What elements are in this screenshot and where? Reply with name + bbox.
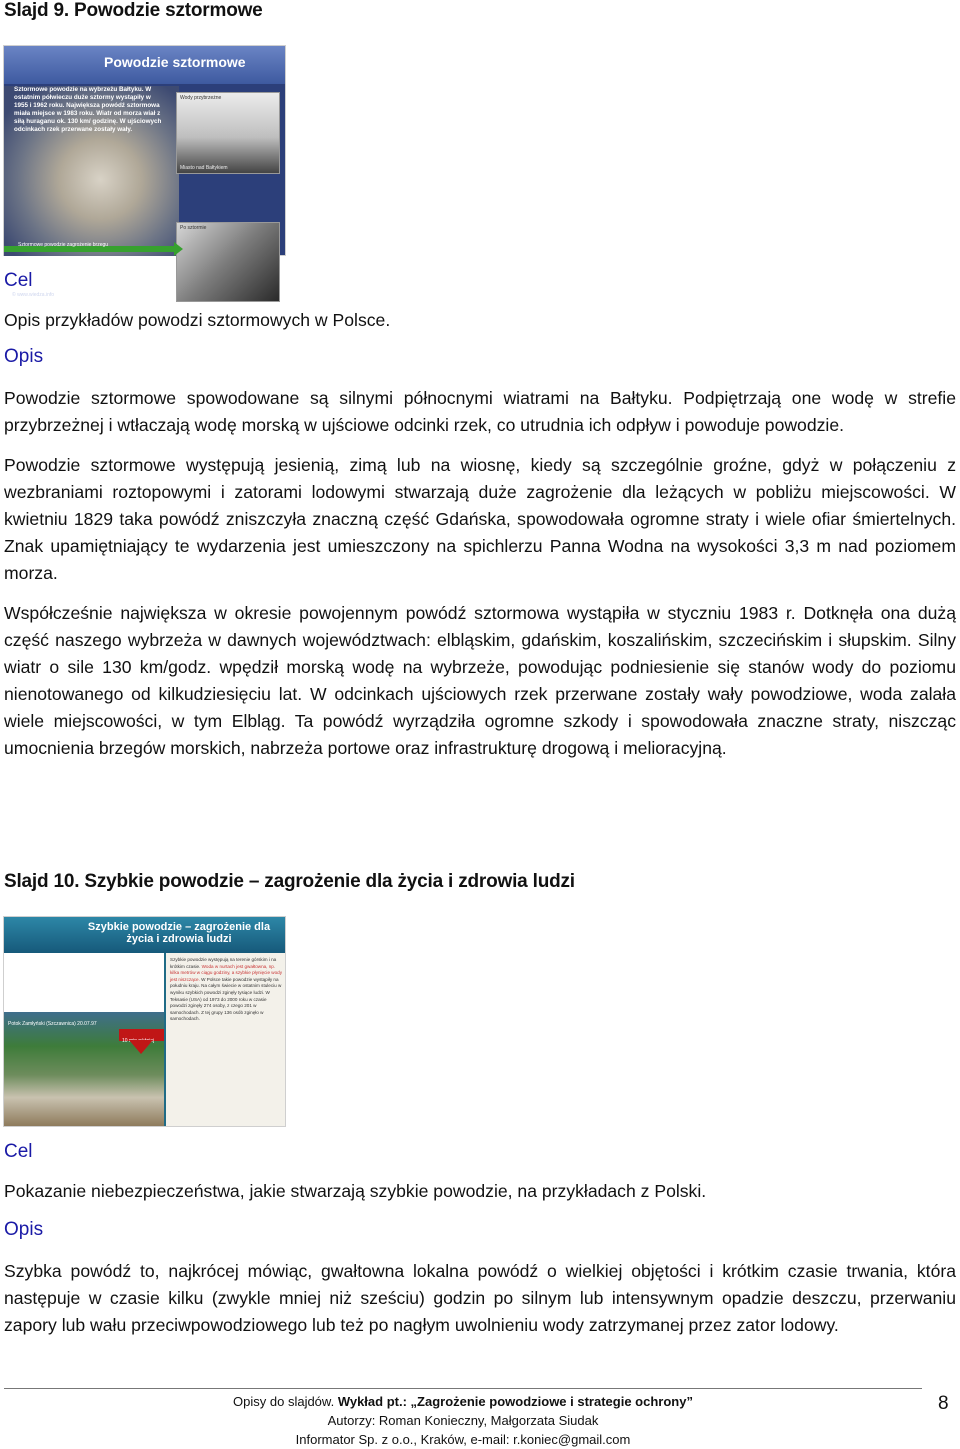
slide10-thumb-text (170, 957, 282, 1023)
slide10-desc-label: Opis (4, 1219, 44, 1240)
slide10-paragraph: Szybka powódź to, najkrócej mówiąc, gwałtowna lokalna powódź o wielkiej objętości i krótkim czasie trwania, która następuje w czasie kilku (zwykle mniej niż sześciu) godzin po silnym lub intensywnym opadzie deszczu, przerwaniu zapory lub wału przeciwpowodziowego lub też po nagłym uwolnieniu wody zatrzymanej przez zator lodowy. (4, 1261, 956, 1335)
slide9-description (4, 385, 956, 762)
footer-lecture-title: Wykład pt.: „Zagrożenie powodziowe i strategie ochrony” (337, 1394, 693, 1409)
slide9-desc-label: Opis (4, 346, 44, 367)
slide10-description (4, 1258, 956, 1339)
footer-line-1 (4, 1392, 922, 1411)
slide9-heading: Slajd 9. Powodzie sztormowe (4, 0, 263, 21)
slide10-thumbnail (4, 917, 285, 1126)
footer-prefix: Opisy do slajdów. (233, 1394, 338, 1409)
flash-flood-caption: Potok Zamłyński (Szczawnica) 20.07.97 (8, 1021, 97, 1027)
green-arrow-icon (174, 242, 183, 256)
storm-damage-caption: Po sztormie (180, 225, 207, 231)
slide9-thumb-footer: © www.wiedza.info (12, 292, 55, 298)
slide9-thumb-body: Sztormowe powodzie na wybrzeżu Bałtyku. W ostatnim półwieczu duże sztormy wystąpiły w 1955 i 1962 roku. Największa powódź sztormowa miała miejsce w 1983 roku. Wiatr od morza wiał z siłą huraganu ok. 130 km/ godzinę. W ujściowych odcinkach rzek przerwane zostały wały. (14, 86, 162, 133)
page-footer (4, 1392, 922, 1449)
footer-authors: Autorzy: Roman Konieczny, Małgorzata Siudak (327, 1413, 599, 1428)
slide10-heading: Slajd 10. Szybkie powodzie – zagrożenie dla życia i zdrowia ludzi (4, 871, 575, 892)
slide10-thumb-text-highlight: Woda w nurtach jest gwałtowna, np. kilka metrów w ciągu godziny, a szybkie płynięcie wody jest niszczące. (170, 963, 282, 982)
coast-photo-caption-2: Miasto nad Bałtykiem (180, 165, 228, 171)
slide10-thumb-text-b: W Polsce takie powodzie wystąpiły na południu kraju. Na całym świecie w ostatnim stuleciu w wyniku szybkich powodzi zginęły tysiące ludzi. W Teksasie (USA) od 1973 do 2000 roku w czasie powodzi zginęły 274 osoby, z czego 201 w samochodach. Z tej grupy 136 osób zginęło w samochodach. (170, 976, 282, 1022)
coast-photo (176, 92, 280, 174)
slide9-paragraph: Powodzie sztormowe spowodowane są silnymi północnymi wiatrami na Bałtyku. Podpiętrzają one wodę w strefie przybrzeżnej i wtłaczają wodę morską w ujściowe odcinki rzek, co utrudnia ich odpływ i powoduje powodzie. (4, 388, 956, 435)
slide9-thumb-title: Powodzie sztormowe (104, 54, 246, 70)
slide9-bar-label: Sztormowe powodzie zagrożenie brzegu (18, 242, 109, 248)
slide9-goal-label: Cel (4, 270, 33, 291)
coast-photo-caption: Wody przybrzeżne (180, 95, 222, 101)
storm-damage-photo (176, 222, 280, 302)
slide10-thumb-text-a: Szybkie powodzie występują na terenie górskim i na krótkim czasie. (170, 957, 277, 969)
page-number: 8 (938, 1393, 949, 1414)
slide10-goal-text: Pokazanie niebezpieczeństwa, jakie stwarzają szybkie powodzie, na przykładach z Polski. (4, 1181, 707, 1201)
red-arrow-down-icon (129, 1040, 153, 1054)
red-label-text: 10 min później (122, 1038, 155, 1044)
slide10-thumb-title: Szybkie powodzie – zagrożenie dla życia i zdrowia ludzi (87, 921, 271, 945)
slide9-paragraph: Powodzie sztormowe występują jesienią, zimą lub na wiosnę, kiedy są szczególnie groźne, gdyż w połączeniu z wezbraniami roztopowymi i zatorami lodowymi stwarzają duże zagrożenie dla leżących w pobliżu miejscowości. W kwietniu 1829 taka powódź zniszczyła znaczną część Gdańska, spowodowała ogromne straty i wiele ofiar śmiertelnych. Znak upamiętniający te wydarzenia jest umieszczony na spichlerzu Panna Wodna na wysokości 3,3 m nad poziomem morza. (4, 455, 956, 583)
slide10-goal-label: Cel (4, 1141, 33, 1162)
slide9-paragraph: Współcześnie największa w okresie powojennym powódź sztormowa wystąpiła w styczniu 1983 r. Dotknęła ona dużą część naszego wybrzeża w dawnych województwach: elbląskim, gdańskim, koszalińskim, szczecińskim i słupskim. Silny wiatr o sile 130 km/godz. wpędził morską wodę na wybrzeże, powodując podniesienie się stanów wody do poziomu nienotowanego od kilkudziesięciu lat. W odcinkach ujściowych rzek przerwane zostały wały powodziowe, woda zalała wiele miejscowości, w tym Elbląg. Ta powódź wyrządziła ogromne szkody i spowodowała znaczne straty, niszcząc umocnienia brzegów morskich, nabrzeża portowe oraz infrastrukturę drogową i melioracyjną. (4, 603, 956, 758)
footer-publisher: Informator Sp. z o.o., Kraków, e-mail: r.koniec@gmail.com (295, 1432, 631, 1447)
footer-divider (4, 1388, 922, 1389)
slide9-goal-text: Opis przykładów powodzi sztormowych w Polsce. (4, 310, 391, 330)
